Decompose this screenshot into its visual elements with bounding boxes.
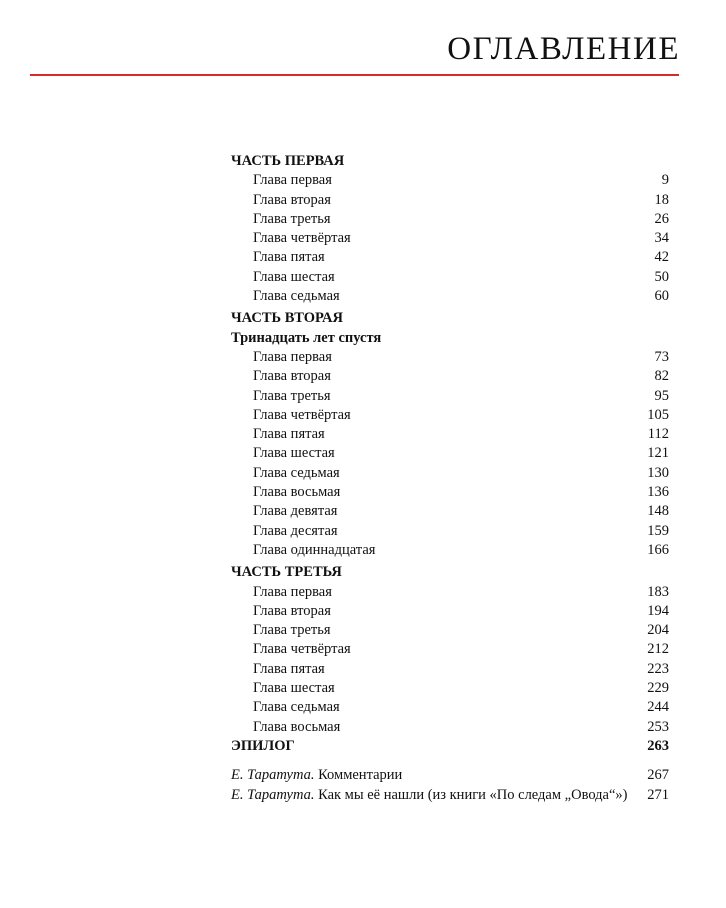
toc-entry-label: Глава вторая [253,602,331,619]
toc-entry[interactable] [231,367,669,386]
toc-entry[interactable] [231,444,669,463]
toc-entry[interactable] [231,210,669,229]
toc-entry-label: Глава первая [253,583,332,600]
toc-entry-page: 212 [647,641,669,658]
toc-entry-label: Глава четвёртая [253,230,351,247]
toc-entry-page: 42 [654,249,669,266]
toc-part-title: ЧАСТЬ ВТОРАЯ [231,310,343,327]
toc-entry[interactable] [231,502,669,521]
toc-entry-label: Глава третья [253,622,331,639]
toc-appendix-label [231,786,627,805]
toc-appendix-page: 267 [647,767,669,784]
toc-entry[interactable] [231,621,669,640]
toc-epilog-label: ЭПИЛОГ [231,737,295,754]
toc-entry[interactable] [231,583,669,602]
toc-entry[interactable] [231,464,669,483]
toc-entry[interactable] [231,602,669,621]
toc-entry[interactable] [231,191,669,210]
toc-appendix-label [231,766,402,785]
toc-part-heading[interactable] [231,563,669,582]
toc-entry-page: 136 [647,484,669,501]
page-title: ОГЛАВЛЕНИЕ [447,31,680,67]
toc-entry-page: 18 [654,191,669,208]
toc-appendix-author: Е. Таратута. [231,767,315,784]
toc-entry-label: Глава третья [253,387,331,404]
toc-entry-label: Глава пятая [253,249,325,266]
toc-entry-page: 34 [654,230,669,247]
toc-epilog-page: 263 [647,737,669,754]
toc-entry-label: Глава седьмая [253,464,340,481]
toc-entry-page: 166 [647,541,669,558]
toc-entry[interactable] [231,229,669,248]
toc-entry-label: Глава восьмая [253,718,341,735]
toc-entry-page: 95 [654,387,669,404]
toc-entry-label: Глава шестая [253,680,335,697]
toc-entry-page: 112 [647,426,669,443]
toc-entry-page: 229 [647,680,669,697]
toc-entry-page: 159 [647,522,669,539]
toc-entry[interactable] [231,679,669,698]
toc-entry[interactable] [231,287,669,306]
toc-entry-page: 105 [647,406,669,423]
toc-entry[interactable] [231,406,669,425]
toc-entry-page: 26 [654,210,669,227]
toc-appendix-title: Как мы её нашли (из книги «По следам „Овода“») [314,786,628,803]
toc-entry-page: 60 [654,288,669,305]
toc-entry[interactable] [231,483,669,502]
toc-entry-label: Глава шестая [253,268,335,285]
toc-entry[interactable] [231,171,669,190]
toc-entry-label: Глава шестая [253,445,335,462]
toc-entry[interactable] [231,522,669,541]
toc-entry-label: Глава четвёртая [253,641,351,658]
toc-appendix-title: Комментарии [314,767,403,784]
toc-entry-page: 148 [647,503,669,520]
toc-appendix-author: Е. Таратута. [231,786,315,803]
toc-entry-label: Глава вторая [253,368,331,385]
toc-entry-label: Глава первая [253,172,332,189]
toc-entry-label: Глава пятая [253,660,325,677]
toc-entry[interactable] [231,640,669,659]
toc-part-subtitle-label: Тринадцать лет спустя [231,329,382,346]
toc-entry-page: 253 [647,718,669,735]
toc-entry[interactable] [231,425,669,444]
toc-entry[interactable] [231,248,669,267]
toc-entry[interactable] [231,541,669,560]
toc-part-heading[interactable] [231,309,669,328]
toc-entry-page: 73 [654,348,669,365]
table-of-contents [231,152,669,805]
toc-entry[interactable] [231,387,669,406]
toc-entry-label: Глава третья [253,210,331,227]
toc-entry-label: Глава седьмая [253,699,340,716]
toc-entry-page: 82 [654,368,669,385]
toc-entry-label: Глава четвёртая [253,406,351,423]
toc-entry-label: Глава восьмая [253,484,341,501]
toc-entry-page: 9 [661,172,669,189]
toc-part-title: ЧАСТЬ ТРЕТЬЯ [231,564,342,581]
toc-entry[interactable] [231,660,669,679]
toc-appendix[interactable] [231,786,669,805]
toc-entry-label: Глава одиннадцатая [253,541,376,558]
toc-entry[interactable] [231,348,669,367]
toc-epilog[interactable] [231,737,669,756]
toc-appendix-page: 271 [647,786,669,803]
toc-entry[interactable] [231,698,669,717]
toc-part-heading[interactable] [231,152,669,171]
toc-entry-label: Глава вторая [253,191,331,208]
toc-entry[interactable] [231,718,669,737]
toc-entry-page: 121 [647,445,669,462]
toc-entry-label: Глава девятая [253,503,338,520]
title-divider [30,74,679,76]
toc-entry-page: 50 [654,268,669,285]
toc-entry-label: Глава седьмая [253,288,340,305]
toc-appendix[interactable] [231,766,669,785]
toc-entry-page: 130 [647,464,669,481]
toc-entry[interactable] [231,268,669,287]
toc-part-subtitle[interactable] [231,329,669,348]
toc-entry-page: 223 [647,660,669,677]
toc-part-title: ЧАСТЬ ПЕРВАЯ [231,153,345,169]
toc-entry-page: 204 [647,622,669,639]
toc-entry-label: Глава первая [253,348,332,365]
toc-entry-label: Глава десятая [253,522,338,539]
toc-entry-page: 244 [647,699,669,716]
toc-entry-page: 183 [647,583,669,600]
toc-entry-page: 194 [647,602,669,619]
toc-entry-label: Глава пятая [253,426,325,443]
